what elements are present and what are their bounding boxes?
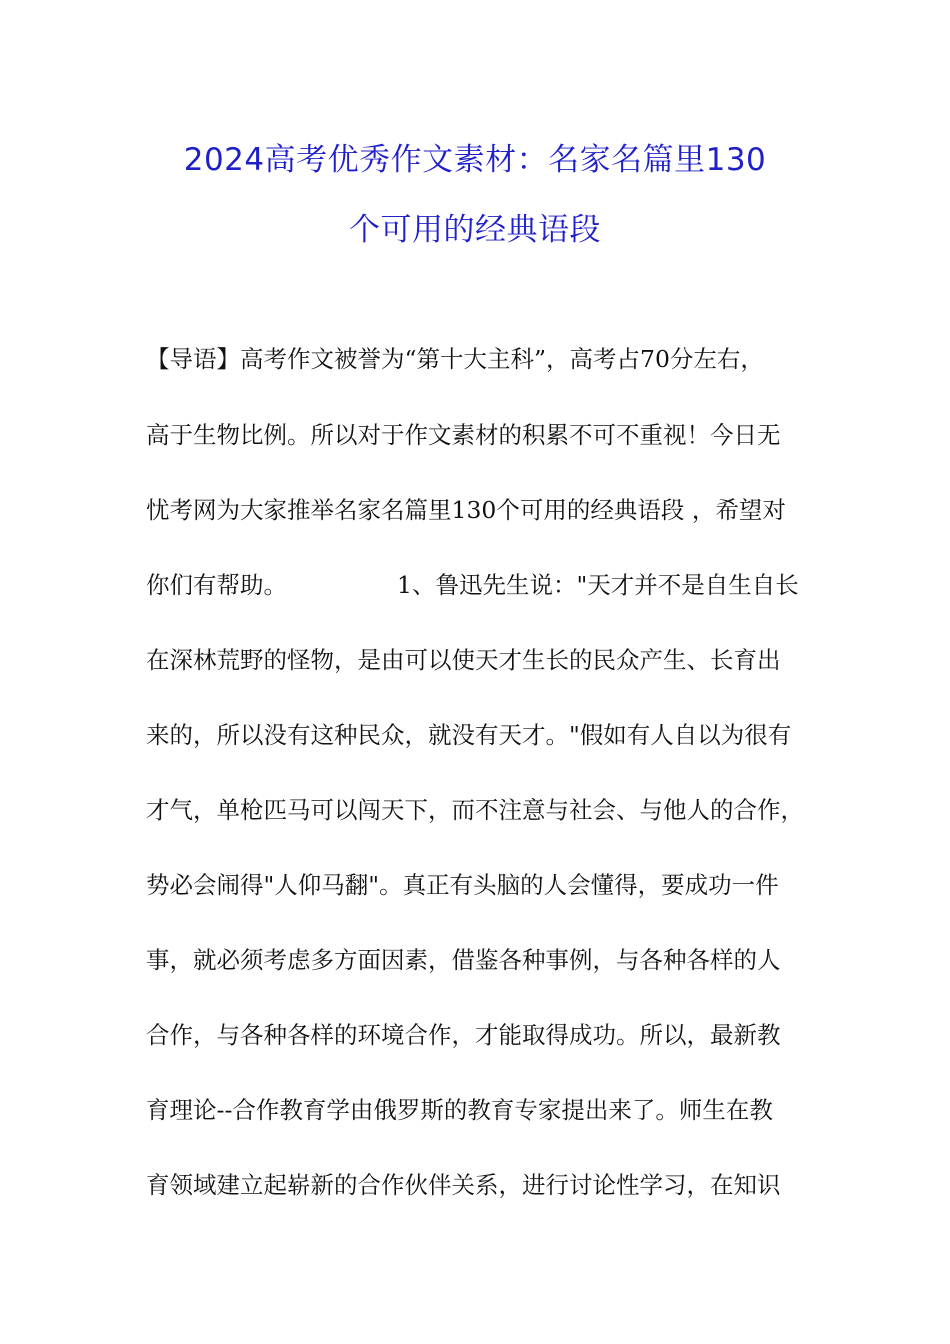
document-title-line-1: 2024高考优秀作文素材：名家名篇里130	[183, 142, 767, 178]
body-line-4-part-2: 1、鲁迅先生说："天才并不是自生自长	[397, 571, 799, 599]
body-line-8: 势必会闹得"人仰马翻"。真正有头脑的人会懂得，要成功一件	[146, 871, 779, 899]
body-line-4-part-1: 你们有帮助。	[146, 571, 287, 599]
body-line-7: 才气，单枪匹马可以闯天下，而不注意与社会、与他人的合作，	[146, 796, 804, 824]
body-line-1: 【导语】高考作文被誉为“第十大主科”，高考占70分左右，	[146, 345, 764, 373]
body-line-11: 育理论--合作教育学由俄罗斯的教育专家提出来了。师生在教	[146, 1096, 773, 1124]
body-line-3: 忧考网为大家推举名家名篇里130个可用的经典语段 ，希望对	[146, 496, 786, 524]
body-line-5: 在深林荒野的怪物，是由可以使天才生长的民众产生、长育出	[146, 646, 781, 674]
document-title-line-2: 个可用的经典语段	[349, 212, 601, 248]
body-line-10: 合作，与各种各样的环境合作，才能取得成功。所以，最新教	[146, 1021, 781, 1049]
body-line-4	[146, 568, 836, 602]
body-line-9: 事，就必须考虑多方面因素，借鉴各种事例，与各种各样的人	[146, 946, 781, 974]
body-line-2: 高于生物比例。所以对于作文素材的积累不可不重视！今日无	[146, 421, 781, 449]
body-line-6: 来的，所以没有这种民众，就没有天才。"假如有人自以为很有	[146, 721, 792, 749]
body-line-12: 育领域建立起崭新的合作伙伴关系，进行讨论性学习，在知识	[146, 1171, 781, 1199]
